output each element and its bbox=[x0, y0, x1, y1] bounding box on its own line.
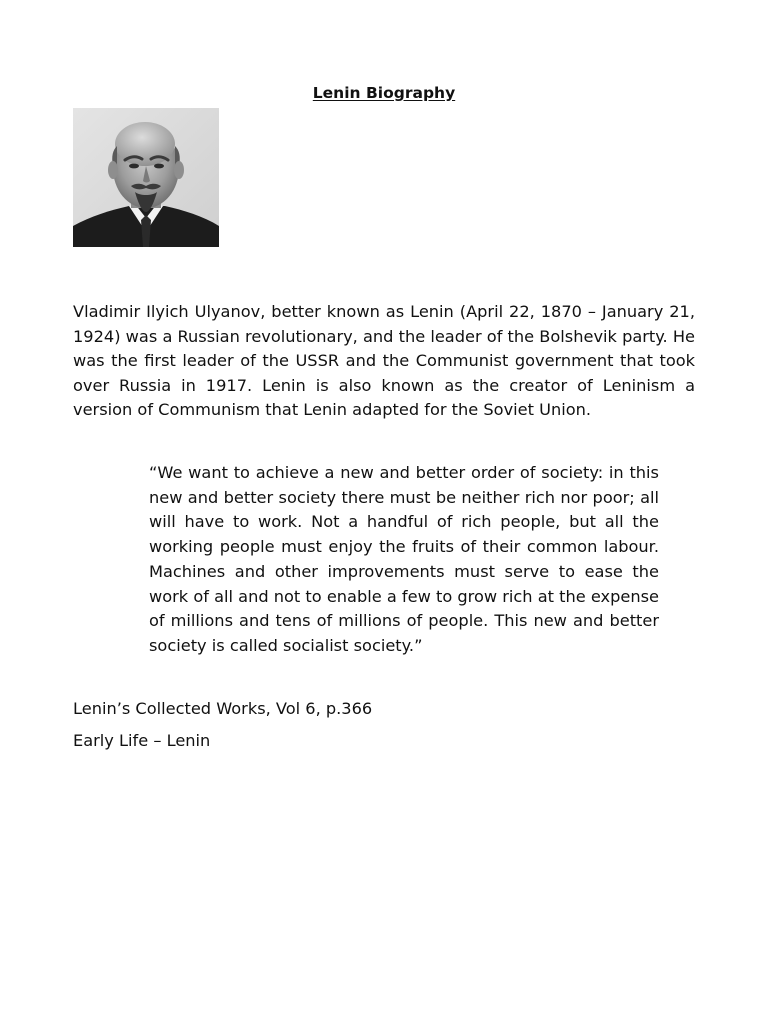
intro-paragraph: Vladimir Ilyich Ulyanov, better known as Lenin (April 22, 1870 – January 21, 1924) was a Russian revolutionary, and the leader of the Bolshevik party. He was the first leader of the USSR and the Communist government that took over Russia in 1917. Lenin is also known as the creator of Leninism a version of Communism that Lenin adapted for the Soviet Union. bbox=[73, 302, 695, 420]
quote-citation: Lenin’s Collected Works, Vol 6, p.366 bbox=[73, 699, 373, 718]
portrait-image bbox=[73, 108, 219, 247]
portrait-photo bbox=[73, 108, 219, 247]
lenin-quote: “We want to achieve a new and better order of society: in this new and better society there must be neither rich nor poor; all will have to work. Not a handful of rich people, but all the working people must enjoy the fruits of their common labour. Machines and other improvements must serve to ease the work of all and not to enable a few to grow rich at the expense of millions and tens of millions of people. This new and better society is called socialist society.” bbox=[149, 463, 659, 655]
document-title: Lenin Biography bbox=[312, 84, 456, 102]
section-heading: Early Life – Lenin bbox=[73, 731, 211, 750]
